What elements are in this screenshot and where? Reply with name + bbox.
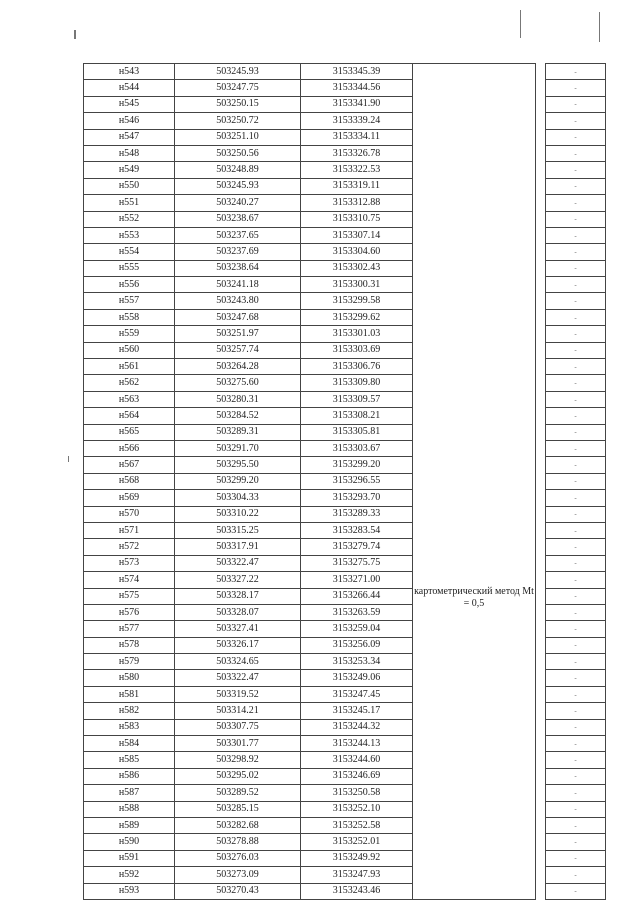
- spacer-cell: [536, 424, 546, 440]
- x-coordinate-cell: 503295.02: [175, 768, 301, 784]
- y-coordinate-cell: 3153253.34: [301, 654, 413, 670]
- x-coordinate-cell: 503237.65: [175, 227, 301, 243]
- point-id-cell: н590: [84, 834, 175, 850]
- spacer-cell: [536, 604, 546, 620]
- point-id-cell: н563: [84, 391, 175, 407]
- marker-cell: -: [546, 359, 606, 375]
- marker-cell: -: [546, 457, 606, 473]
- x-coordinate-cell: 503307.75: [175, 719, 301, 735]
- y-coordinate-cell: 3153275.75: [301, 555, 413, 571]
- y-coordinate-cell: 3153243.46: [301, 883, 413, 899]
- spacer-cell: [536, 867, 546, 883]
- marker-cell: -: [546, 768, 606, 784]
- marker-cell: -: [546, 113, 606, 129]
- point-id-cell: н545: [84, 96, 175, 112]
- spacer-cell: [536, 539, 546, 555]
- scan-speck: [68, 456, 69, 462]
- marker-cell: -: [546, 326, 606, 342]
- marker-cell: -: [546, 506, 606, 522]
- spacer-cell: [536, 522, 546, 538]
- x-coordinate-cell: 503319.52: [175, 686, 301, 702]
- point-id-cell: н550: [84, 178, 175, 194]
- y-coordinate-cell: 3153309.57: [301, 391, 413, 407]
- y-coordinate-cell: 3153326.78: [301, 145, 413, 161]
- x-coordinate-cell: 503247.68: [175, 309, 301, 325]
- point-id-cell: н587: [84, 785, 175, 801]
- spacer-cell: [536, 277, 546, 293]
- y-coordinate-cell: 3153312.88: [301, 195, 413, 211]
- spacer-cell: [536, 408, 546, 424]
- point-id-cell: н553: [84, 227, 175, 243]
- point-id-cell: н565: [84, 424, 175, 440]
- point-id-cell: н572: [84, 539, 175, 555]
- y-coordinate-cell: 3153289.33: [301, 506, 413, 522]
- marker-cell: -: [546, 309, 606, 325]
- point-id-cell: н575: [84, 588, 175, 604]
- coordinates-table: [83, 63, 606, 900]
- y-coordinate-cell: 3153252.10: [301, 801, 413, 817]
- spacer-cell: [536, 654, 546, 670]
- point-id-cell: н549: [84, 162, 175, 178]
- method-cell: картометрический метод Mt = 0,5: [413, 64, 536, 900]
- x-coordinate-cell: 503241.18: [175, 277, 301, 293]
- x-coordinate-cell: 503243.80: [175, 293, 301, 309]
- x-coordinate-cell: 503285.15: [175, 801, 301, 817]
- x-coordinate-cell: 503237.69: [175, 244, 301, 260]
- scan-speck: [74, 30, 76, 39]
- x-coordinate-cell: 503251.10: [175, 129, 301, 145]
- x-coordinate-cell: 503273.09: [175, 867, 301, 883]
- spacer-cell: [536, 703, 546, 719]
- y-coordinate-cell: 3153249.92: [301, 850, 413, 866]
- marker-cell: -: [546, 867, 606, 883]
- y-coordinate-cell: 3153244.13: [301, 736, 413, 752]
- y-coordinate-cell: 3153279.74: [301, 539, 413, 555]
- marker-cell: -: [546, 801, 606, 817]
- point-id-cell: н593: [84, 883, 175, 899]
- spacer-cell: [536, 834, 546, 850]
- spacer-cell: [536, 719, 546, 735]
- spacer-cell: [536, 96, 546, 112]
- point-id-cell: н585: [84, 752, 175, 768]
- y-coordinate-cell: 3153256.09: [301, 637, 413, 653]
- spacer-cell: [536, 113, 546, 129]
- x-coordinate-cell: 503270.43: [175, 883, 301, 899]
- point-id-cell: н571: [84, 522, 175, 538]
- x-coordinate-cell: 503251.97: [175, 326, 301, 342]
- y-coordinate-cell: 3153304.60: [301, 244, 413, 260]
- marker-cell: -: [546, 621, 606, 637]
- marker-cell: -: [546, 719, 606, 735]
- point-id-cell: н576: [84, 604, 175, 620]
- x-coordinate-cell: 503250.56: [175, 145, 301, 161]
- spacer-cell: [536, 670, 546, 686]
- point-id-cell: н584: [84, 736, 175, 752]
- y-coordinate-cell: 3153300.31: [301, 277, 413, 293]
- x-coordinate-cell: 503291.70: [175, 440, 301, 456]
- spacer-cell: [536, 391, 546, 407]
- x-coordinate-cell: 503322.47: [175, 555, 301, 571]
- y-coordinate-cell: 3153296.55: [301, 473, 413, 489]
- point-id-cell: н547: [84, 129, 175, 145]
- x-coordinate-cell: 503245.93: [175, 64, 301, 80]
- spacer-cell: [536, 440, 546, 456]
- marker-cell: -: [546, 490, 606, 506]
- x-coordinate-cell: 503276.03: [175, 850, 301, 866]
- spacer-cell: [536, 80, 546, 96]
- x-coordinate-cell: 503284.52: [175, 408, 301, 424]
- spacer-cell: [536, 555, 546, 571]
- x-coordinate-cell: 503240.27: [175, 195, 301, 211]
- y-coordinate-cell: 3153302.43: [301, 260, 413, 276]
- spacer-cell: [536, 227, 546, 243]
- point-id-cell: н562: [84, 375, 175, 391]
- point-id-cell: н552: [84, 211, 175, 227]
- marker-cell: -: [546, 588, 606, 604]
- spacer-cell: [536, 457, 546, 473]
- scan-speck: [599, 12, 600, 42]
- marker-cell: -: [546, 539, 606, 555]
- x-coordinate-cell: 503280.31: [175, 391, 301, 407]
- marker-cell: -: [546, 883, 606, 899]
- spacer-cell: [536, 785, 546, 801]
- marker-cell: -: [546, 670, 606, 686]
- y-coordinate-cell: 3153283.54: [301, 522, 413, 538]
- marker-cell: -: [546, 522, 606, 538]
- point-id-cell: н573: [84, 555, 175, 571]
- spacer-cell: [536, 162, 546, 178]
- marker-cell: -: [546, 637, 606, 653]
- marker-cell: -: [546, 555, 606, 571]
- point-id-cell: н570: [84, 506, 175, 522]
- y-coordinate-cell: 3153305.81: [301, 424, 413, 440]
- point-id-cell: н568: [84, 473, 175, 489]
- y-coordinate-cell: 3153322.53: [301, 162, 413, 178]
- spacer-cell: [536, 883, 546, 899]
- x-coordinate-cell: 503310.22: [175, 506, 301, 522]
- x-coordinate-cell: 503250.15: [175, 96, 301, 112]
- marker-cell: -: [546, 391, 606, 407]
- y-coordinate-cell: 3153263.59: [301, 604, 413, 620]
- y-coordinate-cell: 3153319.11: [301, 178, 413, 194]
- point-id-cell: н569: [84, 490, 175, 506]
- marker-cell: -: [546, 736, 606, 752]
- y-coordinate-cell: 3153259.04: [301, 621, 413, 637]
- x-coordinate-cell: 503328.07: [175, 604, 301, 620]
- marker-cell: -: [546, 145, 606, 161]
- point-id-cell: н560: [84, 342, 175, 358]
- x-coordinate-cell: 503317.91: [175, 539, 301, 555]
- y-coordinate-cell: 3153334.11: [301, 129, 413, 145]
- marker-cell: -: [546, 162, 606, 178]
- point-id-cell: н591: [84, 850, 175, 866]
- marker-cell: -: [546, 834, 606, 850]
- y-coordinate-cell: 3153339.24: [301, 113, 413, 129]
- marker-cell: -: [546, 408, 606, 424]
- marker-cell: -: [546, 195, 606, 211]
- marker-cell: -: [546, 293, 606, 309]
- spacer-cell: [536, 506, 546, 522]
- point-id-cell: н583: [84, 719, 175, 735]
- marker-cell: -: [546, 178, 606, 194]
- spacer-cell: [536, 686, 546, 702]
- marker-cell: -: [546, 752, 606, 768]
- marker-cell: -: [546, 342, 606, 358]
- x-coordinate-cell: 503289.52: [175, 785, 301, 801]
- x-coordinate-cell: 503295.50: [175, 457, 301, 473]
- y-coordinate-cell: 3153249.06: [301, 670, 413, 686]
- y-coordinate-cell: 3153247.45: [301, 686, 413, 702]
- y-coordinate-cell: 3153244.32: [301, 719, 413, 735]
- y-coordinate-cell: 3153303.69: [301, 342, 413, 358]
- point-id-cell: н566: [84, 440, 175, 456]
- marker-cell: -: [546, 604, 606, 620]
- point-id-cell: н548: [84, 145, 175, 161]
- coordinates-table-body: [84, 64, 606, 900]
- y-coordinate-cell: 3153299.62: [301, 309, 413, 325]
- x-coordinate-cell: 503250.72: [175, 113, 301, 129]
- y-coordinate-cell: 3153252.01: [301, 834, 413, 850]
- y-coordinate-cell: 3153247.93: [301, 867, 413, 883]
- point-id-cell: н555: [84, 260, 175, 276]
- point-id-cell: н592: [84, 867, 175, 883]
- y-coordinate-cell: 3153245.17: [301, 703, 413, 719]
- spacer-cell: [536, 145, 546, 161]
- x-coordinate-cell: 503245.93: [175, 178, 301, 194]
- spacer-cell: [536, 752, 546, 768]
- spacer-cell: [536, 244, 546, 260]
- spacer-cell: [536, 293, 546, 309]
- x-coordinate-cell: 503298.92: [175, 752, 301, 768]
- y-coordinate-cell: 3153299.58: [301, 293, 413, 309]
- x-coordinate-cell: 503299.20: [175, 473, 301, 489]
- table-row: [84, 64, 606, 80]
- point-id-cell: н543: [84, 64, 175, 80]
- y-coordinate-cell: 3153341.90: [301, 96, 413, 112]
- marker-cell: -: [546, 277, 606, 293]
- spacer-cell: [536, 736, 546, 752]
- marker-cell: -: [546, 440, 606, 456]
- x-coordinate-cell: 503278.88: [175, 834, 301, 850]
- x-coordinate-cell: 503322.47: [175, 670, 301, 686]
- marker-cell: -: [546, 473, 606, 489]
- spacer-cell: [536, 309, 546, 325]
- spacer-cell: [536, 326, 546, 342]
- y-coordinate-cell: 3153309.80: [301, 375, 413, 391]
- x-coordinate-cell: 503282.68: [175, 817, 301, 833]
- marker-cell: -: [546, 572, 606, 588]
- spacer-cell: [536, 490, 546, 506]
- marker-cell: -: [546, 227, 606, 243]
- y-coordinate-cell: 3153252.58: [301, 817, 413, 833]
- x-coordinate-cell: 503289.31: [175, 424, 301, 440]
- spacer-cell: [536, 621, 546, 637]
- marker-cell: -: [546, 654, 606, 670]
- point-id-cell: н579: [84, 654, 175, 670]
- y-coordinate-cell: 3153303.67: [301, 440, 413, 456]
- marker-cell: -: [546, 375, 606, 391]
- marker-cell: -: [546, 64, 606, 80]
- x-coordinate-cell: 503314.21: [175, 703, 301, 719]
- y-coordinate-cell: 3153344.56: [301, 80, 413, 96]
- marker-cell: -: [546, 96, 606, 112]
- marker-cell: -: [546, 211, 606, 227]
- x-coordinate-cell: 503315.25: [175, 522, 301, 538]
- x-coordinate-cell: 503324.65: [175, 654, 301, 670]
- spacer-cell: [536, 359, 546, 375]
- point-id-cell: н578: [84, 637, 175, 653]
- marker-cell: -: [546, 785, 606, 801]
- x-coordinate-cell: 503238.67: [175, 211, 301, 227]
- x-coordinate-cell: 503247.75: [175, 80, 301, 96]
- spacer-cell: [536, 637, 546, 653]
- spacer-cell: [536, 850, 546, 866]
- y-coordinate-cell: 3153246.69: [301, 768, 413, 784]
- spacer-cell: [536, 375, 546, 391]
- x-coordinate-cell: 503257.74: [175, 342, 301, 358]
- point-id-cell: н561: [84, 359, 175, 375]
- x-coordinate-cell: 503326.17: [175, 637, 301, 653]
- point-id-cell: н588: [84, 801, 175, 817]
- spacer-cell: [536, 801, 546, 817]
- point-id-cell: н581: [84, 686, 175, 702]
- marker-cell: -: [546, 703, 606, 719]
- spacer-cell: [536, 195, 546, 211]
- y-coordinate-cell: 3153307.14: [301, 227, 413, 243]
- spacer-cell: [536, 129, 546, 145]
- spacer-cell: [536, 588, 546, 604]
- y-coordinate-cell: 3153345.39: [301, 64, 413, 80]
- spacer-cell: [536, 64, 546, 80]
- y-coordinate-cell: 3153293.70: [301, 490, 413, 506]
- y-coordinate-cell: 3153244.60: [301, 752, 413, 768]
- marker-cell: -: [546, 260, 606, 276]
- marker-cell: -: [546, 686, 606, 702]
- scan-speck: [520, 10, 521, 38]
- y-coordinate-cell: 3153271.00: [301, 572, 413, 588]
- point-id-cell: н586: [84, 768, 175, 784]
- y-coordinate-cell: 3153266.44: [301, 588, 413, 604]
- y-coordinate-cell: 3153308.21: [301, 408, 413, 424]
- marker-cell: -: [546, 817, 606, 833]
- x-coordinate-cell: 503238.64: [175, 260, 301, 276]
- y-coordinate-cell: 3153250.58: [301, 785, 413, 801]
- y-coordinate-cell: 3153301.03: [301, 326, 413, 342]
- x-coordinate-cell: 503328.17: [175, 588, 301, 604]
- x-coordinate-cell: 503248.89: [175, 162, 301, 178]
- point-id-cell: н544: [84, 80, 175, 96]
- x-coordinate-cell: 503327.22: [175, 572, 301, 588]
- x-coordinate-cell: 503275.60: [175, 375, 301, 391]
- spacer-cell: [536, 178, 546, 194]
- point-id-cell: н574: [84, 572, 175, 588]
- spacer-cell: [536, 572, 546, 588]
- y-coordinate-cell: 3153306.76: [301, 359, 413, 375]
- point-id-cell: н582: [84, 703, 175, 719]
- spacer-cell: [536, 260, 546, 276]
- point-id-cell: н577: [84, 621, 175, 637]
- point-id-cell: н557: [84, 293, 175, 309]
- point-id-cell: н554: [84, 244, 175, 260]
- point-id-cell: н558: [84, 309, 175, 325]
- x-coordinate-cell: 503327.41: [175, 621, 301, 637]
- spacer-cell: [536, 342, 546, 358]
- spacer-cell: [536, 817, 546, 833]
- point-id-cell: н580: [84, 670, 175, 686]
- point-id-cell: н546: [84, 113, 175, 129]
- point-id-cell: н589: [84, 817, 175, 833]
- point-id-cell: н564: [84, 408, 175, 424]
- marker-cell: -: [546, 129, 606, 145]
- point-id-cell: н567: [84, 457, 175, 473]
- spacer-cell: [536, 473, 546, 489]
- marker-cell: -: [546, 850, 606, 866]
- point-id-cell: н559: [84, 326, 175, 342]
- marker-cell: -: [546, 244, 606, 260]
- x-coordinate-cell: 503301.77: [175, 736, 301, 752]
- point-id-cell: н551: [84, 195, 175, 211]
- marker-cell: -: [546, 424, 606, 440]
- y-coordinate-cell: 3153310.75: [301, 211, 413, 227]
- spacer-cell: [536, 768, 546, 784]
- spacer-cell: [536, 211, 546, 227]
- point-id-cell: н556: [84, 277, 175, 293]
- marker-cell: -: [546, 80, 606, 96]
- y-coordinate-cell: 3153299.20: [301, 457, 413, 473]
- x-coordinate-cell: 503304.33: [175, 490, 301, 506]
- x-coordinate-cell: 503264.28: [175, 359, 301, 375]
